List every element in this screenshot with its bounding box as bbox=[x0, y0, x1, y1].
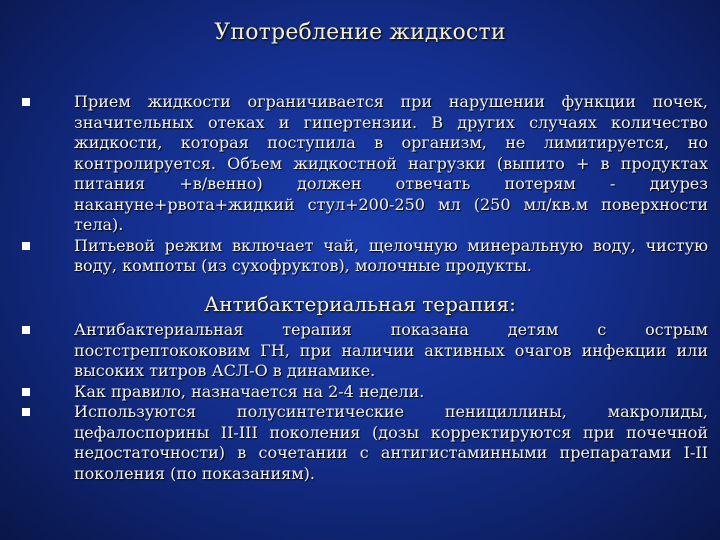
list-item bbox=[18, 236, 708, 277]
square-bullet-icon bbox=[22, 242, 30, 250]
slide-title: Употребление жидкости bbox=[214, 20, 506, 45]
square-bullet-icon bbox=[22, 388, 30, 396]
bullet-list-antibacterial bbox=[18, 320, 708, 484]
bullet-text: Как правило, назначается на 2-4 недели. bbox=[74, 381, 425, 401]
square-bullet-icon bbox=[22, 408, 30, 416]
section-heading: Антибактериальная терапия: bbox=[204, 292, 516, 316]
bullet-list-fluid bbox=[18, 92, 708, 277]
list-item bbox=[18, 320, 708, 382]
square-bullet-icon bbox=[22, 98, 30, 106]
bullet-text: Используются полусинтетические пенициллины, макролиды, цефалоспорины II-III поколения (дозы корректируются при почечной недостаточности) в сочетании с антигистаминными препаратами I-II поколения (по показаниям). bbox=[74, 402, 708, 483]
bullet-text: Прием жидкости ограничивается при нарушении функции почек, значительных отеках и гипертензии. В других случаях количество жидкости, которая поступила в организм, не лимитируется, но контролируется. Объем жидкостной нагрузки (выпито + в продуктах питания +в/венно) должен отвечать потерям - диурез накануне+рвота+жидкий стул+200-250 мл (250 мл/кв.м поверхности тела). bbox=[74, 92, 708, 234]
list-item bbox=[18, 382, 708, 403]
list-item bbox=[18, 402, 708, 484]
bullet-text: Антибактериальная терапия показана детям с острым постстрептококовим ГН, при наличии активных очагов инфекции или высоких титров АСЛ-О в динамике. bbox=[74, 320, 708, 380]
square-bullet-icon bbox=[22, 326, 30, 334]
bullet-text: Питьевой режим включает чай, щелочную минеральную воду, чистую воду, компоты (из сухофруктов), молочные продукты. bbox=[74, 235, 708, 275]
list-item bbox=[18, 92, 708, 236]
